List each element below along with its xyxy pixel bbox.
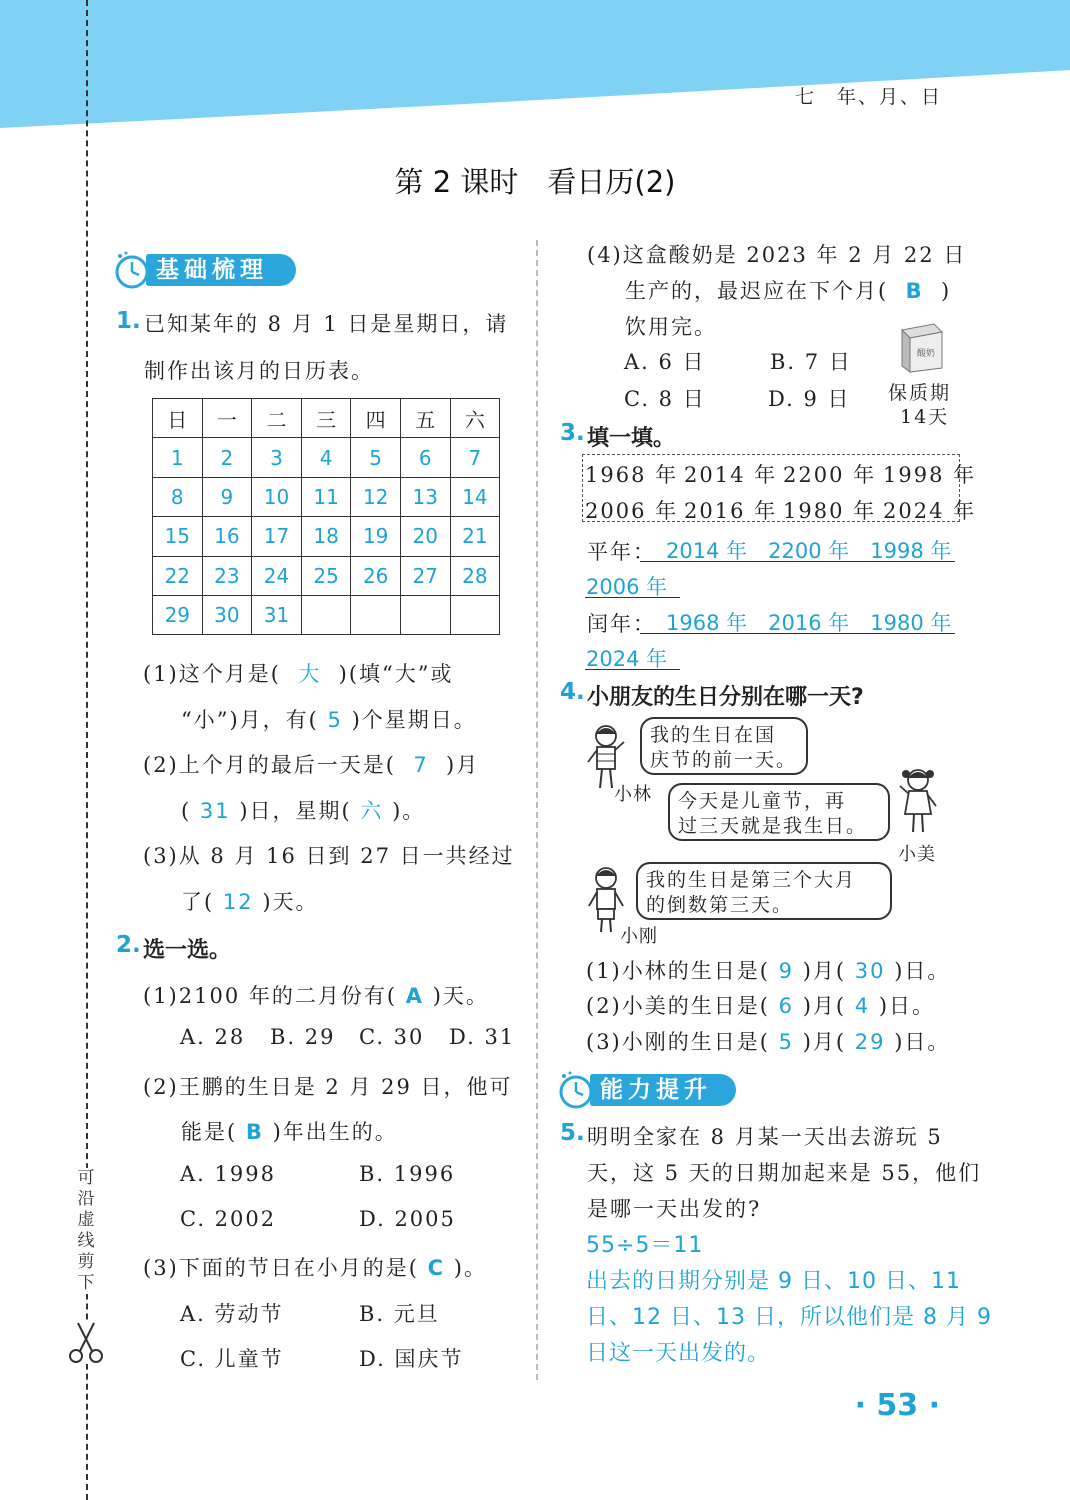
q1-line-1: 已知某年的 8 月 1 日是星期日，请 bbox=[144, 312, 509, 336]
calendar-day-cell: 20 bbox=[400, 517, 450, 556]
name-xiaomei: 小美 bbox=[898, 844, 936, 865]
q1-sub2-answer-1: 7 bbox=[413, 753, 429, 777]
calendar-day-cell: 12 bbox=[351, 477, 401, 516]
calendar-week-row bbox=[153, 595, 500, 634]
question-number-2: 2. bbox=[116, 932, 141, 958]
bubble-line: 今天是儿童节，再 bbox=[678, 790, 847, 812]
q1-sub3-line1: (3)从 8 月 16 日到 27 日一共经过 bbox=[143, 844, 515, 868]
q4-sub3-answer-1: 5 bbox=[778, 1030, 795, 1054]
year-option: 1980 年 bbox=[783, 499, 877, 523]
calendar-day-cell: 3 bbox=[252, 438, 302, 477]
calendar-day-cell: 2 bbox=[202, 438, 252, 477]
q4-sub1-text-b: )月( bbox=[802, 959, 847, 983]
scissors-icon bbox=[68, 1320, 104, 1364]
q2-sub4-line1: (4)这盒酸奶是 2023 年 2 月 22 日 bbox=[587, 243, 967, 267]
calendar-day-cell: 1 bbox=[153, 438, 203, 477]
q4-sub3-text-a: (3)小刚的生日是( bbox=[586, 1030, 770, 1054]
column-divider bbox=[536, 240, 538, 1380]
q2-sub2-option-b: B. 1996 bbox=[359, 1162, 456, 1186]
weekday-fri: 五 bbox=[400, 399, 450, 438]
section-banner-advanced bbox=[556, 1070, 741, 1108]
q2-sub3-option-c: C. 儿童节 bbox=[180, 1347, 284, 1371]
q2-sub1-option-c: C. 30 bbox=[359, 1025, 425, 1049]
calendar-day-cell bbox=[450, 595, 500, 634]
q2-sub3-text-b: )。 bbox=[453, 1256, 487, 1280]
q1-sub2-text-a: (2)上个月的最后一天是( bbox=[143, 753, 396, 777]
q4-sub2-text-a: (2)小美的生日是( bbox=[586, 994, 770, 1018]
shelf-life-days: 14天 bbox=[900, 406, 950, 428]
q1-sub3-text-c: )天。 bbox=[262, 890, 319, 914]
q1-sub3-line2 bbox=[181, 886, 319, 916]
q5-answer-1: 55÷5＝11 bbox=[586, 1233, 704, 1258]
q2-sub1-option-d: D. 31 bbox=[449, 1025, 516, 1049]
page-title: 第 2 课时 看日历(2) bbox=[394, 165, 676, 199]
q5-line-3: 是哪一天出发的? bbox=[587, 1197, 762, 1221]
weekday-sun: 日 bbox=[153, 399, 203, 438]
q2-sub1-text-b: )天。 bbox=[432, 984, 489, 1008]
section-banner-label: 能力提升 bbox=[590, 1074, 736, 1106]
q4-sub1-line bbox=[586, 955, 950, 985]
calendar-day-cell: 6 bbox=[400, 438, 450, 477]
calendar-day-cell: 23 bbox=[202, 556, 252, 595]
q2-heading: 选一选。 bbox=[143, 938, 232, 963]
calendar-day-cell bbox=[351, 595, 401, 634]
calendar-day-cell: 21 bbox=[450, 517, 500, 556]
bubble-line: 的倒数第三天。 bbox=[646, 894, 794, 916]
calendar-day-cell: 27 bbox=[400, 556, 450, 595]
q2-sub1-text-a: (1)2100 年的二月份有( bbox=[143, 984, 398, 1008]
calendar-day-cell: 5 bbox=[351, 438, 401, 477]
q2-sub1-line bbox=[143, 980, 489, 1010]
speech-bubble-xiaolin bbox=[640, 717, 808, 775]
bubble-line: 过三天就是我生日。 bbox=[678, 815, 868, 837]
clock-icon bbox=[556, 1070, 600, 1114]
cut-text: 可沿虚线剪下 bbox=[72, 1168, 100, 1294]
shelf-life-label: 保质期 bbox=[888, 382, 952, 404]
calendar-day-cell: 13 bbox=[400, 477, 450, 516]
q2-sub4-line2 bbox=[625, 275, 951, 305]
q4-sub2-text-c: )日。 bbox=[878, 994, 936, 1018]
q1-sub2-answer-3: 六 bbox=[360, 799, 384, 823]
q2-sub1-answer: A bbox=[405, 984, 425, 1008]
q1-sub2-answer-2: 31 bbox=[199, 799, 231, 823]
q4-sub1-answer-2: 30 bbox=[854, 959, 886, 983]
calendar-day-cell: 14 bbox=[450, 477, 500, 516]
q5-line-1: 明明全家在 8 月某一天出去游玩 5 bbox=[587, 1125, 943, 1149]
common-year-answer-1: 2014 年 2200 年 1998 年 bbox=[666, 539, 952, 563]
q2-sub1-option-a: A. 28 bbox=[180, 1025, 246, 1049]
calendar-day-cell: 29 bbox=[153, 595, 203, 634]
calendar-week-row bbox=[153, 517, 500, 556]
q2-sub2-option-d: D. 2005 bbox=[359, 1207, 456, 1231]
q2-sub3-option-d: D. 国庆节 bbox=[359, 1347, 464, 1371]
q2-sub2-line1: (2)王鹏的生日是 2 月 29 日，他可 bbox=[143, 1075, 513, 1099]
leap-year-answer-1: 1968 年 2016 年 1980 年 bbox=[666, 611, 952, 635]
calendar-day-cell: 24 bbox=[252, 556, 302, 595]
calendar-week-row bbox=[153, 556, 500, 595]
calendar-day-cell: 16 bbox=[202, 517, 252, 556]
calendar-day-cell: 7 bbox=[450, 438, 500, 477]
question-number-1: 1. bbox=[116, 308, 141, 334]
calendar-day-cell: 10 bbox=[252, 477, 302, 516]
q1-sub1-line2 bbox=[181, 704, 477, 734]
q2-sub2-option-c: C. 2002 bbox=[180, 1207, 277, 1231]
q2-sub3-answer: C bbox=[427, 1256, 446, 1280]
clock-icon bbox=[112, 250, 156, 294]
q1-sub1-text-c: “小”)月，有( bbox=[181, 708, 319, 732]
q1-sub1-text-a: (1)这个月是( bbox=[143, 662, 281, 686]
common-year-label: 平年： bbox=[587, 540, 656, 564]
q1-sub1-line1 bbox=[143, 658, 454, 688]
q1-sub2-text-b: )月 bbox=[446, 753, 480, 777]
question-number-5: 5. bbox=[560, 1120, 585, 1146]
q1-sub1-text-b: )(填“大”或 bbox=[338, 662, 454, 686]
calendar-day-cell: 26 bbox=[351, 556, 401, 595]
q2-sub4-answer: B bbox=[905, 279, 924, 303]
q3-heading: 填一填。 bbox=[587, 426, 676, 451]
q1-sub2-text-c: ( bbox=[181, 799, 192, 823]
year-option: 2014 年 bbox=[684, 463, 778, 487]
q2-sub4-line3: 饮用完。 bbox=[625, 315, 717, 339]
page-number: · 53 · bbox=[854, 1388, 940, 1423]
q2-sub4-option-a: A. 6 日 bbox=[624, 350, 706, 374]
leap-year-answer-2: 2024 年 bbox=[586, 647, 668, 671]
q2-sub4-text-c: ) bbox=[940, 279, 952, 303]
speech-bubble-xiaomei bbox=[668, 783, 890, 841]
calendar-week-row bbox=[153, 477, 500, 516]
q1-sub3-text-b: 了( bbox=[181, 890, 215, 914]
year-option: 2200 年 bbox=[783, 463, 877, 487]
calendar-day-cell: 8 bbox=[153, 477, 203, 516]
q5-line-2: 天，这 5 天的日期加起来是 55，他们 bbox=[587, 1161, 982, 1185]
header-band bbox=[0, 0, 1070, 140]
section-banner-basic bbox=[112, 250, 297, 288]
calendar-day-cell bbox=[301, 595, 351, 634]
calendar-day-cell: 11 bbox=[301, 477, 351, 516]
calendar-day-cell: 28 bbox=[450, 556, 500, 595]
weekday-wed: 三 bbox=[301, 399, 351, 438]
q2-sub3-option-a: A. 劳动节 bbox=[180, 1302, 284, 1326]
question-number-4: 4. bbox=[560, 679, 585, 705]
girl-xiaomei-illustration bbox=[896, 766, 940, 838]
q2-sub4-option-d: D. 9 日 bbox=[768, 387, 851, 411]
bubble-line: 我的生日是第三个大月 bbox=[646, 869, 857, 891]
calendar-day-cell: 30 bbox=[202, 595, 252, 634]
section-banner-label: 基础梳理 bbox=[146, 254, 296, 286]
name-xiaogang: 小刚 bbox=[620, 926, 658, 947]
q2-sub2-line2 bbox=[181, 1116, 398, 1146]
q5-answer-2: 出去的日期分别是 9 日、10 日、11 bbox=[586, 1269, 961, 1294]
q4-sub2-answer-2: 4 bbox=[854, 994, 871, 1018]
q1-sub2-line1 bbox=[143, 749, 479, 779]
q4-sub1-text-a: (1)小林的生日是( bbox=[586, 959, 770, 983]
q1-sub2-text-d: )日，星期( bbox=[239, 799, 352, 823]
year-option: 2016 年 bbox=[684, 499, 778, 523]
q4-sub3-line bbox=[586, 1026, 950, 1056]
q4-sub1-text-c: )日。 bbox=[894, 959, 951, 983]
q1-line-2: 制作出该月的日历表。 bbox=[144, 359, 374, 383]
bubble-line: 庆节的前一天。 bbox=[650, 749, 798, 771]
name-xiaolin: 小林 bbox=[614, 784, 652, 805]
speech-bubble-xiaogang bbox=[636, 862, 892, 920]
q2-sub1-option-b: B. 29 bbox=[270, 1025, 336, 1049]
q2-sub2-text-b: 能是( bbox=[181, 1120, 238, 1144]
q1-sub1-answer-2: 5 bbox=[327, 708, 343, 732]
calendar-day-cell: 25 bbox=[301, 556, 351, 595]
calendar-table bbox=[152, 398, 500, 635]
calendar-day-cell: 18 bbox=[301, 517, 351, 556]
calendar-day-cell: 15 bbox=[153, 517, 203, 556]
q4-sub2-line bbox=[586, 990, 935, 1020]
weekday-sat: 六 bbox=[450, 399, 500, 438]
common-year-answer-2: 2006 年 bbox=[586, 575, 668, 599]
q4-sub1-answer-1: 9 bbox=[778, 959, 795, 983]
q2-sub2-option-a: A. 1998 bbox=[180, 1162, 276, 1186]
weekday-mon: 一 bbox=[202, 399, 252, 438]
bubble-line: 我的生日在国 bbox=[650, 724, 777, 746]
calendar-day-cell: 9 bbox=[202, 477, 252, 516]
yogurt-box-label: 酸奶 bbox=[916, 349, 936, 359]
calendar-day-cell: 31 bbox=[252, 595, 302, 634]
calendar-week-row bbox=[153, 438, 500, 477]
q2-sub3-option-b: B. 元旦 bbox=[359, 1302, 440, 1326]
chapter-label: 七 年、月、日 bbox=[794, 86, 942, 108]
year-option: 2006 年 bbox=[585, 499, 679, 523]
year-option: 1968 年 bbox=[585, 463, 679, 487]
q1-sub1-text-d: )个星期日。 bbox=[351, 708, 477, 732]
q4-sub3-answer-2: 29 bbox=[854, 1030, 886, 1054]
calendar-day-cell: 22 bbox=[153, 556, 203, 595]
q1-sub2-line2 bbox=[181, 795, 425, 825]
q1-sub3-answer: 12 bbox=[222, 890, 254, 914]
q4-sub3-text-c: )日。 bbox=[894, 1030, 951, 1054]
q1-sub2-text-e: )。 bbox=[392, 799, 426, 823]
q2-sub2-answer: B bbox=[245, 1120, 264, 1144]
q4-sub2-text-b: )月( bbox=[802, 994, 847, 1018]
q2-sub4-option-c: C. 8 日 bbox=[624, 387, 706, 411]
q2-sub3-line bbox=[143, 1252, 487, 1282]
calendar-day-cell bbox=[400, 595, 450, 634]
calendar-header-row bbox=[153, 399, 500, 438]
q4-heading: 小朋友的生日分别在哪一天? bbox=[587, 685, 864, 710]
q5-answer-3: 日、12 日、13 日，所以他们是 8 月 9 bbox=[586, 1305, 992, 1330]
q2-sub4-text-b: 生产的，最迟应在下个月( bbox=[625, 279, 889, 303]
q2-sub2-text-c: )年出生的。 bbox=[272, 1120, 398, 1144]
calendar-day-cell: 17 bbox=[252, 517, 302, 556]
year-option: 2024 年 bbox=[883, 499, 977, 523]
q2-sub4-option-b: B. 7 日 bbox=[770, 350, 852, 374]
calendar-day-cell: 4 bbox=[301, 438, 351, 477]
weekday-thu: 四 bbox=[351, 399, 401, 438]
q4-sub3-text-b: )月( bbox=[802, 1030, 847, 1054]
year-option: 1998 年 bbox=[883, 463, 977, 487]
question-number-3: 3. bbox=[560, 420, 585, 446]
q1-sub1-answer-1: 大 bbox=[298, 662, 322, 686]
q2-sub3-text-a: (3)下面的节日在小月的是( bbox=[143, 1256, 419, 1280]
leap-year-label: 闰年： bbox=[587, 612, 656, 636]
yogurt-box-icon bbox=[896, 318, 946, 374]
calendar-day-cell: 19 bbox=[351, 517, 401, 556]
q4-sub2-answer-1: 6 bbox=[778, 994, 795, 1018]
weekday-tue: 二 bbox=[252, 399, 302, 438]
q5-answer-4: 日这一天出发的。 bbox=[586, 1341, 771, 1366]
